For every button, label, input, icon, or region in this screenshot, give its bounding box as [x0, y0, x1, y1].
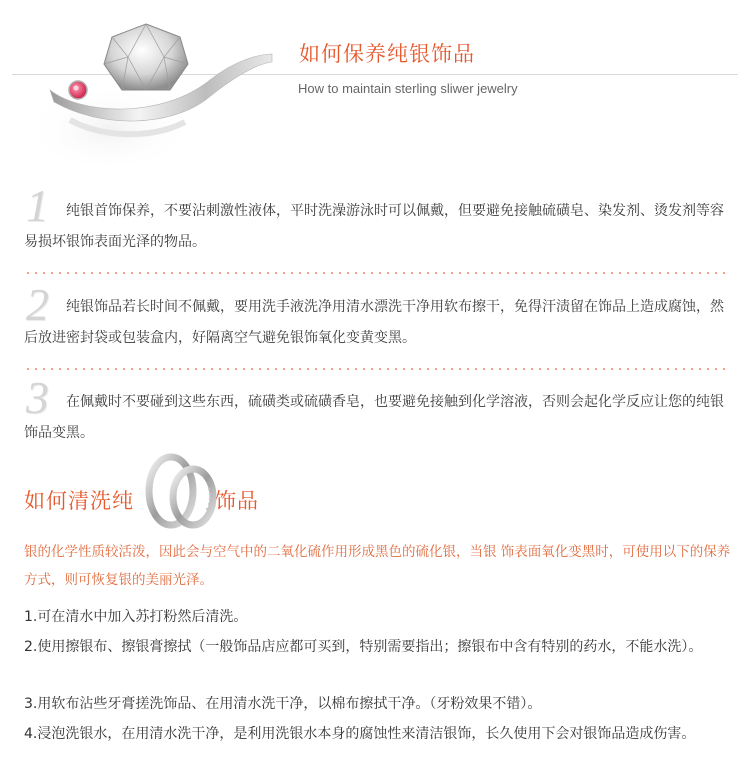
cleaning-step-2: 2.使用擦银布、擦银膏擦拭（一般饰品店应都可买到，特别需要指出；擦银布中含有特别的药水，不能水洗）。 [24, 639, 703, 655]
cleaning-title-right: 饰品 [215, 489, 259, 513]
tip-2-numeral: 2 [26, 279, 49, 330]
tip-2-text: 纯银饰品若长时间不佩戴，要用洗手液洗净用清水漂洗干净用软布擦干，免得汗渍留在饰品上造成腐蚀，然后放进密封袋或包装盒内，好隔离空气避免银饰氧化变黄变黑。 [24, 299, 724, 346]
cleaning-step-3: 3.用软布沾些牙膏搓洗饰品、在用清水洗干净，以棉布擦拭干净。（牙粉效果不错）。 [24, 696, 542, 712]
cleaning-step-1: 1.可在清水中加入苏打粉然后清洗。 [24, 609, 248, 625]
cleaning-title-left: 如何清洗纯 [24, 489, 134, 513]
cleaning-intro: 银的化学性质较活泼，因此会与空气中的二氧化硫作用形成黑色的硫化银，当银 饰表面氧化变黑时，可使用以下的保养方式，则可恢复银的美丽光泽。 [24, 544, 731, 588]
diamond-ring-image [10, 2, 280, 167]
tip-3-text: 在佩戴时不要碰到这些东西，硫磺类或硫磺香皂，也要避免接触到化学溶液，否则会起化学反应让您的纯银饰品变黑。 [24, 394, 724, 441]
dotted-divider-1 [24, 272, 728, 274]
dotted-divider-2 [24, 368, 728, 370]
tip-1-text: 纯银首饰保养，不要沾刺激性液体，平时洗澡游泳时可以佩戴，但要避免接触硫磺皂、染发剂、烫发剂等容易损坏银饰表面光泽的物品。 [24, 203, 724, 250]
tip-1-numeral: 1 [26, 180, 49, 231]
cleaning-step-4: 4.浸泡洗银水，在用清水洗干净，是利用洗银水本身的腐蚀性来清洁银饰，长久使用下会对银饰品造成伤害。 [24, 726, 696, 742]
tip-3-numeral: 3 [26, 372, 49, 423]
page-subtitle: How to maintain sterling sliwer jewelry [298, 81, 518, 96]
couple-rings-image [141, 447, 221, 529]
page-title: 如何保养纯银饰品 [299, 42, 475, 66]
